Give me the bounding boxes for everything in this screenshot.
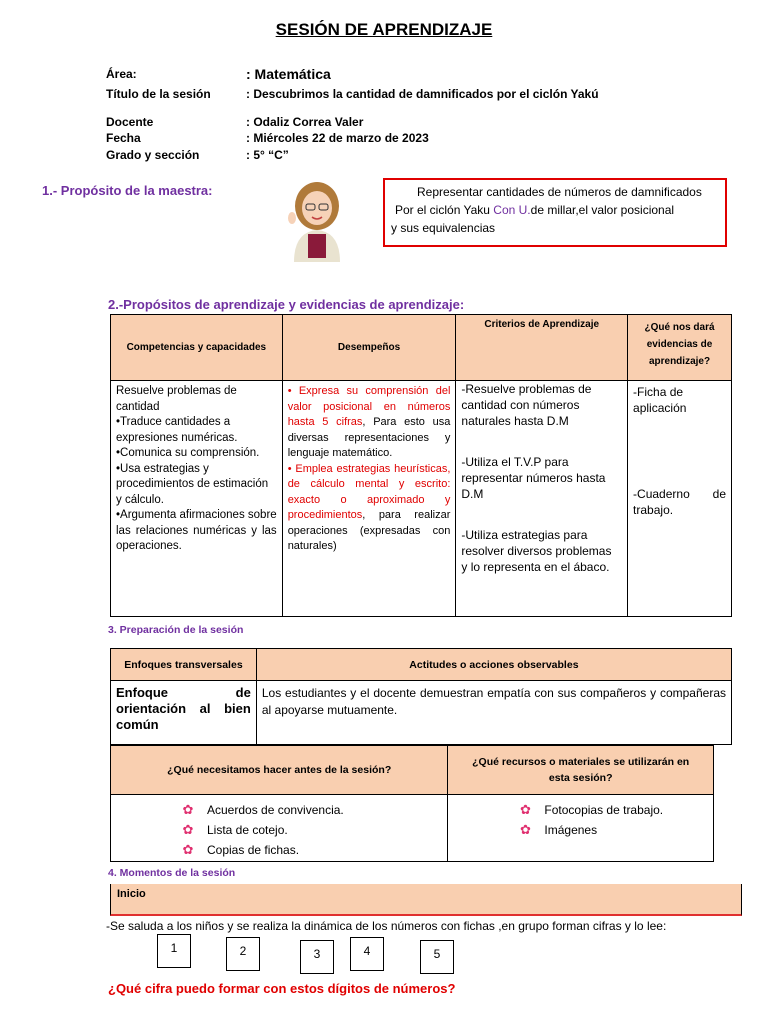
criterio-item: -Utiliza estrategias para resolver diversos problemas y lo representa en el ábaco.: [461, 528, 612, 574]
desempenos-cell: [282, 381, 456, 617]
competencia-item: •Usa estrategias y procedimientos de estimación y cálculo.: [116, 462, 269, 506]
recursos-header: ¿Qué recursos o materiales se utilizarán en esta sesión?: [448, 746, 714, 795]
page-title: SESIÓN DE APRENDIZAJE: [275, 20, 493, 39]
question-text: ¿Qué cifra puedo formar con estos dígitos de números?: [108, 981, 456, 996]
digit-card: 4: [350, 937, 384, 971]
purpose-line1: Representar cantidades de números de damnificados: [417, 185, 702, 199]
enfoques-header: Enfoques transversales: [111, 649, 257, 681]
list-item: ✿ Fotocopias de trabajo.: [519, 802, 664, 817]
antes-cell: [111, 795, 448, 862]
area-label: Área:: [106, 67, 137, 81]
recursos-cell: [448, 795, 714, 862]
teacher-purpose-box: [383, 178, 727, 247]
antes-header: ¿Qué necesitamos hacer antes de la sesión?: [111, 746, 448, 795]
digit-card: 2: [226, 937, 260, 971]
desempeno1-highlight: • Expresa su comprensión del valor posicional en números hasta 5 cifras: [287, 385, 451, 428]
purpose-unit-highlight: Con U.: [493, 203, 531, 217]
session-title-value: : Descubrimos la cantidad de damnificados por el ciclón Yakú: [246, 87, 599, 101]
date-label: Fecha: [106, 131, 141, 145]
session-title-label: Título de la sesión: [106, 87, 211, 101]
list-item: ✿ Lista de cotejo.: [182, 822, 288, 837]
flower-icon: ✿: [519, 822, 531, 837]
enfoques-table: [110, 648, 732, 745]
grade-label: Grado y sección: [106, 148, 200, 162]
teacher-value: : Odaliz Correa Valer: [246, 115, 364, 129]
desempenos-header: Desempeños: [282, 315, 456, 381]
actitudes-header: Actitudes o acciones observables: [256, 649, 731, 681]
competencia-item: •Argumenta afirmaciones sobre las relaciones numéricas y las operaciones.: [116, 509, 277, 552]
flower-icon: ✿: [182, 822, 194, 837]
evidencia-item: -Ficha de aplicación: [633, 385, 687, 415]
criterios-header: Criterios de Aprendizaje: [456, 315, 628, 381]
preparacion-table: [110, 745, 714, 862]
flower-icon: ✿: [182, 842, 194, 857]
teacher-label: Docente: [106, 115, 154, 129]
area-value: : Matemática: [246, 66, 331, 82]
date-value: : Miércoles 22 de marzo de 2023: [246, 131, 429, 145]
section1-heading: 1.- Propósito de la maestra:: [42, 183, 213, 198]
section2-heading: 2.-Propósitos de aprendizaje y evidencias de aprendizaje:: [108, 297, 465, 312]
purpose-line2: Por el ciclón Yaku Con U.de millar,el valor posicional: [395, 203, 675, 217]
competencia-item: •Traduce cantidades a expresiones numéricas.: [116, 416, 238, 444]
evidencias-cell: [628, 381, 732, 617]
desempeno2-rest: , para realizar operaciones (expresadas con naturales): [287, 509, 451, 552]
digit-card: 5: [420, 940, 454, 974]
criterio-item: -Resuelve problemas de cantidad con números naturales hasta D.M: [461, 382, 592, 428]
grade-value: : 5° “C”: [246, 148, 289, 162]
competencias-header: Competencias y capacidades: [111, 315, 283, 381]
purpose-line3: y sus equivalencias: [391, 221, 496, 235]
actitud-cell: Los estudiantes y el docente demuestran empatía con sus compañeros y compañeras al apoyarse mutuamente.: [256, 681, 731, 745]
competencia-item: Resuelve problemas de cantidad: [116, 385, 237, 413]
flower-icon: ✿: [519, 802, 531, 817]
evidencia-item: -Cuaderno de trabajo.: [633, 487, 726, 517]
flower-icon: ✿: [182, 802, 194, 817]
digit-card: 1: [157, 934, 191, 968]
section3-heading: 3. Preparación de la sesión: [108, 624, 244, 636]
desempeno2-highlight: • Emplea estrategias heurísticas, de cálculo mental y escrito: exacto o aproximado y procedimientos: [287, 462, 451, 521]
list-item: ✿ Copias de fichas.: [182, 842, 300, 857]
greeting-text: -Se saluda a los niños y se realiza la dinámica de los números con fichas ,en grupo forman cifras y lo lee:: [106, 919, 667, 933]
competencias-cell: [111, 381, 283, 617]
section4-heading: 4. Momentos de la sesión: [108, 867, 236, 879]
list-item: ✿ Imágenes: [519, 822, 598, 837]
competencia-item: •Comunica su comprensión.: [116, 447, 260, 459]
inicio-bar: Inicio: [110, 884, 742, 916]
desempeno1-rest: , Para esto usa diversas representaciones y lenguaje matemático.: [287, 416, 451, 459]
evidencias-header: ¿Qué nos dará evidencias de aprendizaje?: [628, 315, 732, 381]
teacher-illustration: [274, 176, 360, 262]
digit-card: 3: [300, 940, 334, 974]
enfoque-cell: Enfoque de orientación al bien común: [111, 681, 257, 745]
criterios-cell: [456, 381, 628, 617]
criterio-item: -Utiliza el T.V.P para representar números hasta D.M: [461, 455, 606, 501]
list-item: ✿ Acuerdos de convivencia.: [182, 802, 344, 817]
learning-purposes-table: [110, 314, 732, 617]
